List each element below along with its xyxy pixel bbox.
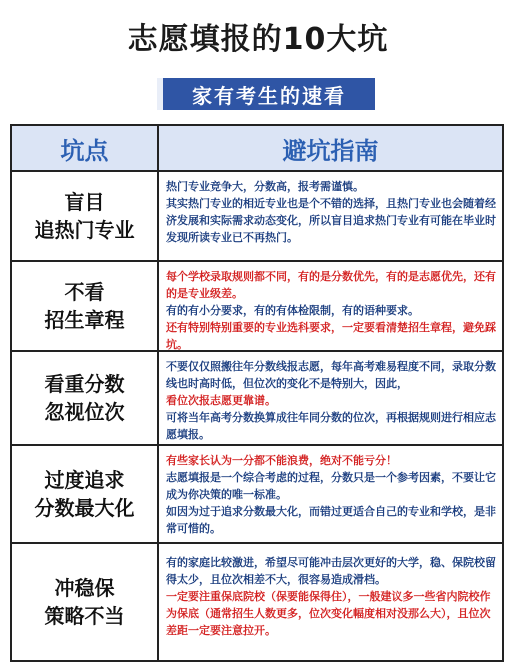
pitfall-line: 不看: [64, 280, 105, 304]
pitfall-cell: [12, 262, 159, 350]
guide-text: 志愿填报是一个综合考虑的过程，分数只是一个参考因素，不要让它成为你决策的唯一标准。: [166, 471, 496, 501]
table-row: [12, 172, 502, 262]
pitfall-cell: [12, 172, 159, 260]
guide-cell: [166, 452, 496, 537]
pitfall-line: 看重分数: [44, 372, 125, 396]
guide-cell: [166, 554, 496, 639]
guide-text: 其实热门专业的相近专业也是个不错的选择，且热门专业也会随着经济发展和实际需求动态变化，所以盲目追求热门专业有可能在毕业时发现所读专业已不再热门。: [166, 197, 496, 244]
guide-text: 每个学校录取规则都不同，有的是分数优先，有的是志愿优先，还有的是专业级差。: [166, 270, 496, 300]
pitfalls-table: [10, 124, 504, 662]
guide-cell: [166, 178, 496, 246]
guide-text: 看位次报志愿更靠谱。: [166, 394, 276, 407]
pitfall-line: 追热门专业: [34, 218, 135, 242]
table-header: [12, 126, 502, 172]
guide-text: 如因为过于追求分数最大化，而错过更适合自己的专业和学校，是非常可惜的。: [166, 505, 496, 535]
table-row: [12, 446, 502, 544]
guide-text: 可将当年高考分数换算成往年同分数的位次，再根据规则进行相应志愿填报。: [166, 411, 496, 441]
guide-text: 有些家长认为一分都不能浪费，绝对不能亏分！: [166, 454, 397, 467]
guide-text: 还有特别特别重要的专业选科要求，一定要看清楚招生章程，避免踩坑。: [166, 321, 496, 351]
guide-text: 热门专业竞争大，分数高，报考需谨慎。: [166, 180, 364, 193]
page-title: 志愿填报的10大坑: [127, 22, 389, 57]
guide-cell: [166, 358, 496, 443]
table-row: [12, 352, 502, 446]
table-row: [12, 544, 502, 660]
pitfall-line: 盲目: [64, 190, 105, 214]
header-pitfall: 坑点: [12, 126, 159, 170]
table-row: [12, 262, 502, 352]
pitfall-line: 招生章程: [44, 308, 125, 332]
pitfall-cell: [12, 544, 159, 660]
pitfall-cell: [12, 352, 159, 444]
guide-text: 一定要注重保底院校（保要能保得住），一般建议多一些省内院校作为保底（通常招生人数更多，位次变化幅度相对没那么大），且位次差距一定要注意拉开。: [166, 590, 491, 637]
pitfall-line: 忽视位次: [44, 400, 125, 424]
guide-text: 不要仅仅照搬往年分数线报志愿，每年高考难易程度不同，录取分数线也时高时低，但位次的变化不是特别大，因此，: [166, 360, 496, 390]
guide-cell: [166, 268, 496, 353]
pitfall-cell: [12, 446, 159, 542]
header-guide: 避坑指南: [282, 136, 379, 165]
pitfall-line: 分数最大化: [34, 496, 135, 520]
pitfall-line: 过度追求: [44, 468, 125, 492]
subtitle-text: 家有考生的速看: [192, 83, 346, 108]
guide-text: 有的有小分要求，有的有体检限制，有的语种要求。: [166, 304, 419, 317]
subtitle-banner: [157, 78, 375, 110]
pitfall-line: 冲稳保: [54, 576, 115, 600]
pitfall-line: 策略不当: [44, 604, 125, 628]
guide-text: 有的家庭比较激进，希望尽可能冲击层次更好的大学，稳、保院校留得太少，且位次相差不大，很容易造成滑档。: [166, 556, 496, 586]
